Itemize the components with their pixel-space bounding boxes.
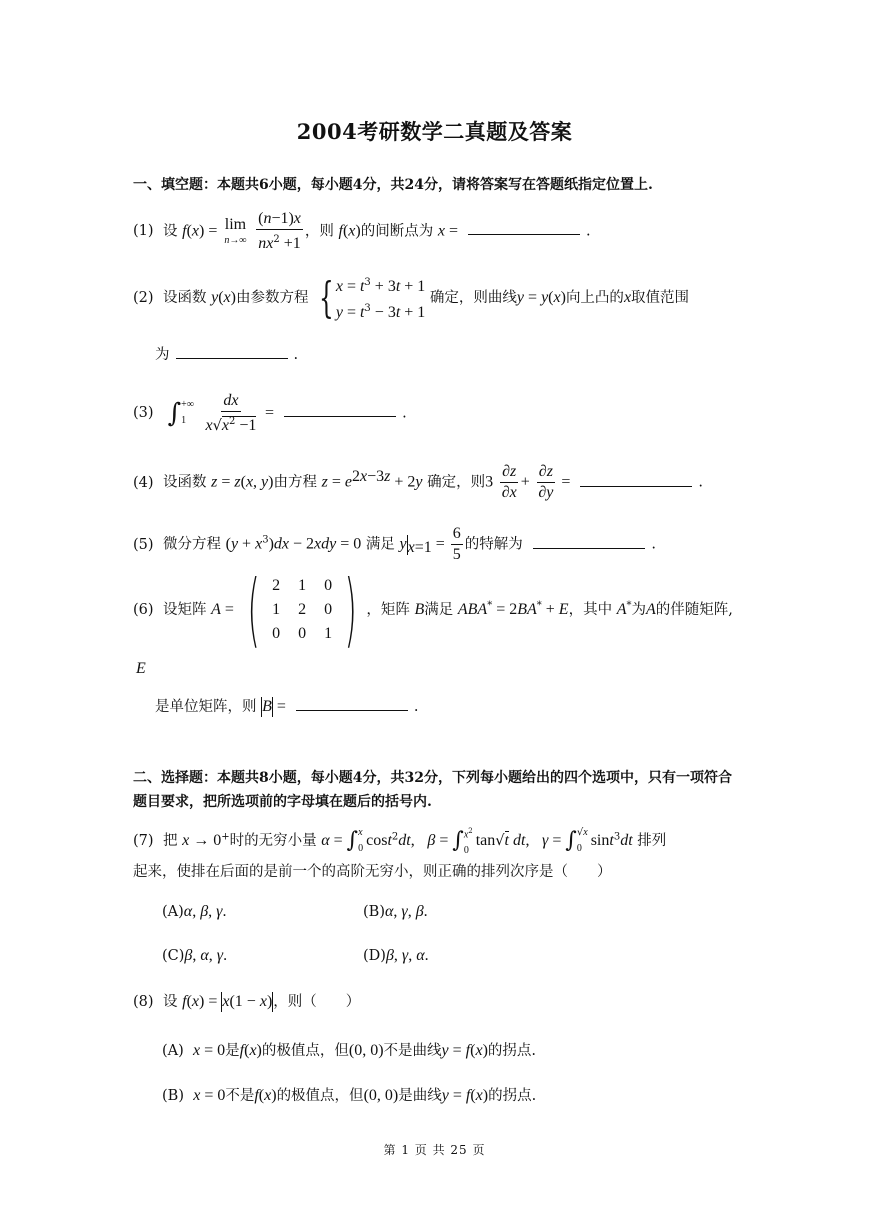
q7-option-d[interactable]: (D)β, γ, α. (363, 947, 429, 964)
q8-option-a[interactable]: (A) x = 0是f(x)的极值点，但(0, 0)不是曲线y = f(x)的拐点. (162, 1042, 536, 1059)
section-2-heading: 二、选择题：本题共8小题，每小题4分，共32分，下列每小题给出的四个选项中，只有一项符合题目要求，把所选项前的字母填在题后的括号内. (133, 770, 732, 810)
question-2-continued: 为 . (155, 344, 298, 365)
answer-blank-4[interactable] (580, 472, 692, 487)
question-7: (7) 把 x → 0+时的无穷小量 α = ∫ x 0 cost$^2$dt, β = ∫ $x^2$ 0 tan√t dt, γ = ∫ √x 0 sint$^3$dt 排列 (133, 827, 667, 857)
section-1-heading: 一、填空题：本题共6小题，每小题4分，共24分，请将答案写在答题纸指定位置上. (133, 177, 653, 193)
page-title: 2004考研数学二真题及答案 (296, 119, 573, 144)
question-1: (1) 设 f(x) = lim n→∞ $\frac{(n-1)x}{nx^2 +1}$ ，则 f(x)的间断点为 x = . (133, 210, 591, 252)
question-2: (2) 设函数 y(x)由参数方程 { $x = t^3 + 3t + 1$ $y = t^3 - 3t + 1$ 确定，则曲线y = y(x)向上凸的x取值范围 (133, 272, 690, 322)
question-5: (5) 微分方程 $(y + x^3)dx - 2xdy = 0$ 满足 $y_{x=1}$ = $\frac{6}{5}$ 的特解为 . (133, 525, 656, 563)
question-7-continued: 起来，使排在后面的是前一个的高阶无穷小，则正确的排列次序是（ ） (133, 864, 612, 880)
question-6-continued: 是单位矩阵，则 B = . (155, 698, 419, 715)
question-4: (4) 设函数 z = z(x, y)由方程 $z = e^{2x-3z} + 2y$ 确定，则3 $\frac{\partial z}{\partial x}$ + $\frac{\partial z}{\partial y}$ = . (133, 463, 704, 501)
q7-option-c[interactable]: (C)β, α, γ. (162, 947, 228, 964)
answer-blank-1[interactable] (468, 220, 580, 235)
q7-option-a[interactable]: (A)α, β, γ. (162, 903, 227, 920)
matrix-a: ( 2 1 0 1 2 0 0 0 1 ) (247, 563, 357, 656)
question-3: (3) ∫ +∞ 1 $\frac{dx}{x√x^2 -1}$ = . (133, 392, 407, 434)
answer-blank-3[interactable] (284, 402, 396, 417)
answer-blank-5[interactable] (533, 534, 645, 549)
answer-blank-6[interactable] (296, 696, 408, 711)
page-footer: 第 1 页 共 25 页 (383, 1143, 486, 1157)
question-8: (8) 设 f(x) = x(1 − x)，则（ ） (133, 993, 361, 1010)
question-6: (6) 设矩阵 A = ( 2 1 0 1 2 0 0 0 1 ) ，矩阵 B满足 ABA* = 2BA* + E，其中 A*为A的伴随矩阵, (133, 563, 733, 656)
answer-blank-2[interactable] (176, 344, 288, 359)
question-6-e: E (136, 660, 146, 677)
q7-option-b[interactable]: (B)α, γ, β. (363, 903, 428, 920)
q8-option-b[interactable]: (B) x = 0不是f(x)的极值点，但(0, 0)是曲线y = f(x)的拐点. (162, 1087, 537, 1104)
